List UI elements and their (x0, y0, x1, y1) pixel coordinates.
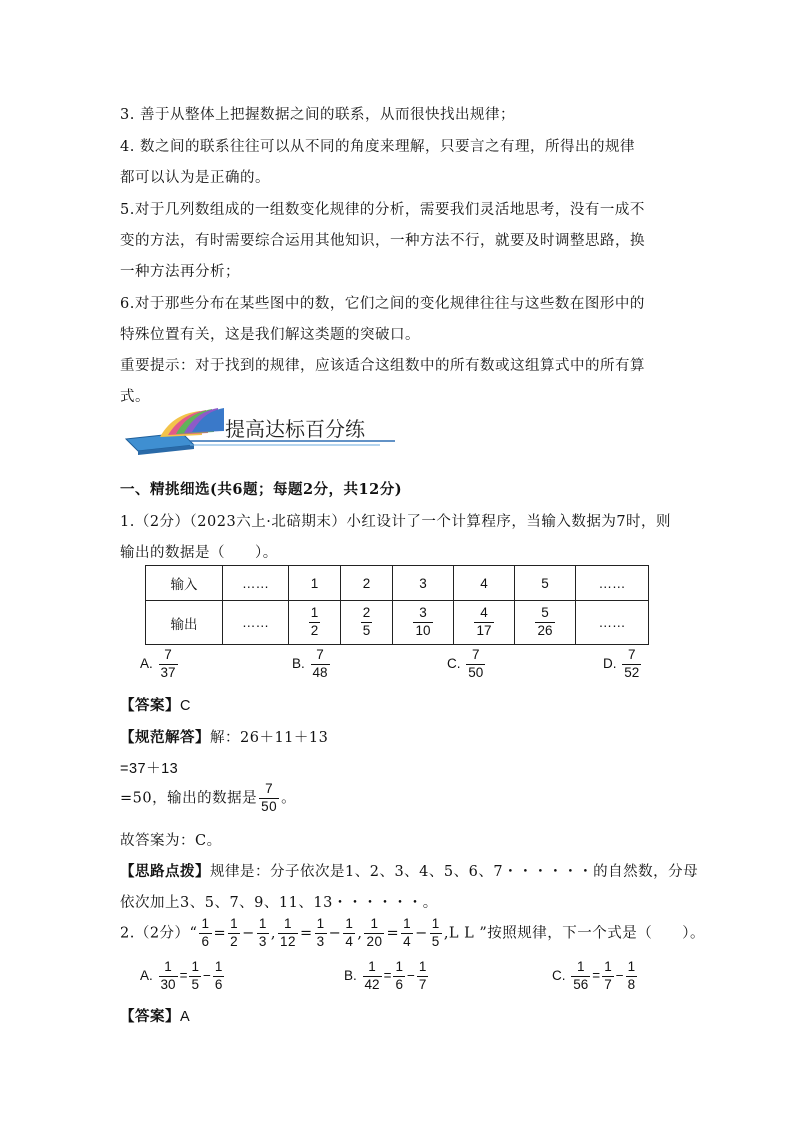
q2-option-b[interactable]: B. $\frac{1}{42}$ = $\frac{1}{6}$ − $\frac{1}{7}$ (344, 959, 427, 992)
q1-option-d[interactable]: D. $\frac{7}{52}$ (603, 647, 640, 680)
fraction: $\frac{1}{20}$ (366, 916, 383, 949)
intro-line-6a: 6.对于那些分布在某些图中的数，它们之间的变化规律往往与这些数在图形中的 (120, 296, 645, 312)
intro-line-4b: 都可以认为是正确的。 (120, 170, 270, 186)
fraction: $\frac{3}{10}$ (415, 605, 431, 638)
tip-line-a: 重要提示：对于找到的规律，应该适合这组数中的所有数或这组算式中的所有算 (120, 358, 645, 374)
fraction: $\frac{1}{2}$ (310, 605, 319, 638)
q1-solution-2: =37＋13 (120, 761, 179, 777)
banner-title: 提高达标百分练 (225, 417, 365, 441)
q1-solution-1: 【规范解答】解：26＋11＋13 (120, 729, 329, 746)
fraction: $\frac{1}{56}$ (573, 959, 589, 992)
table-cell (341, 601, 393, 645)
fraction: $\frac{7}{48}$ (312, 647, 328, 680)
fraction: $\frac{1}{2}$ (230, 916, 239, 949)
table-cell-ellipsis: …… (223, 601, 289, 645)
table-row-input (146, 566, 649, 601)
q1-answer: 【答案】C (120, 697, 191, 714)
fraction: $\frac{1}{6}$ (201, 916, 210, 949)
q1-solution-4: 故答案为：C。 (120, 833, 222, 849)
table-cell (289, 601, 341, 645)
fraction: $\frac{1}{5}$ (191, 959, 199, 992)
table-cell-label: 输入 (146, 566, 223, 601)
fraction: $\frac{1}{3}$ (258, 916, 267, 949)
fraction: $\frac{1}{4}$ (345, 916, 354, 949)
fraction: $\frac{7}{52}$ (624, 647, 640, 680)
q2-stem: 2.（2分）“ $\frac{1}{6}$ = $\frac{1}{2}$ − $\frac{1}{3}$ , $\frac{1}{12}$ = $\frac{1}{3}$ − $\frac{1}{4}$ , $\frac{1}{20}$ = $\frac{1}{4}$ − $\frac{1}{5}$ ,L L ”按照规律，下一个式是（ ）。 (120, 916, 706, 949)
intro-line-4a: 4. 数之间的联系往往可以从不同的角度来理解，只要言之有理，所得出的规律 (120, 139, 635, 155)
intro-line-5b: 变的方法，有时需要综合运用其他知识，一种方法不行，就要及时调整思路，换 (120, 233, 645, 249)
intro-line-6b: 特殊位置有关，这是我们解这类题的突破口。 (120, 327, 420, 343)
fraction: $\frac{1}{5}$ (431, 916, 440, 949)
section-banner (120, 405, 395, 455)
fraction: $\frac{7}{37}$ (160, 647, 176, 680)
table-cell (393, 601, 454, 645)
io-table (145, 565, 649, 645)
intro-line-3: 3. 善于从整体上把握数据之间的联系，从而很快找出规律； (120, 107, 515, 123)
q1-solution-3: =50，输出的数据是 $\frac{7}{50}$ 。 (120, 781, 297, 814)
fraction: $\frac{4}{17}$ (476, 605, 492, 638)
fraction: $\frac{1}{4}$ (403, 916, 412, 949)
fraction: $\frac{1}{7}$ (604, 959, 612, 992)
tip-line-b: 式。 (120, 389, 150, 405)
fraction: $\frac{1}{12}$ (279, 916, 296, 949)
table-cell (515, 601, 576, 645)
q2-answer: 【答案】A (120, 1008, 191, 1025)
section-heading: 一、精挑细选(共6题；每题2分，共12分) (120, 481, 403, 498)
q1-hint-b: 依次加上3、5、7、9、11、13・・・・・・。 (120, 895, 438, 911)
intro-line-5a: 5.对于几列数组成的一组数变化规律的分析，需要我们灵活地思考，没有一成不 (120, 202, 645, 218)
table-cell: 1 (289, 566, 341, 601)
table-cell: 5 (515, 566, 576, 601)
q1-option-c[interactable]: C. $\frac{7}{50}$ (447, 647, 484, 680)
fraction: $\frac{7}{50}$ (468, 647, 484, 680)
table-row-output (146, 601, 649, 645)
fraction: $\frac{1}{8}$ (627, 959, 636, 992)
intro-line-5c: 一种方法再分析； (120, 264, 240, 280)
table-cell-label: 输出 (146, 601, 223, 645)
table-cell-ellipsis: …… (576, 601, 649, 645)
table-cell: 3 (393, 566, 454, 601)
q1-option-a[interactable]: A. $\frac{7}{37}$ (140, 647, 176, 680)
table-cell-ellipsis: …… (576, 566, 649, 601)
fraction: $\frac{7}{50}$ (261, 781, 278, 814)
table-cell (454, 601, 515, 645)
fraction: $\frac{1}{6}$ (214, 959, 223, 992)
fraction: $\frac{1}{7}$ (418, 959, 427, 992)
table-cell: 4 (454, 566, 515, 601)
fraction: $\frac{5}{26}$ (537, 605, 553, 638)
q1-stem-a: 1.（2分）（2023六上·北碚期末）小红设计了一个计算程序，当输入数据为7时，则 (120, 514, 672, 530)
table-cell-ellipsis: …… (223, 566, 289, 601)
fraction: $\frac{1}{30}$ (160, 959, 176, 992)
fraction: $\frac{1}{42}$ (364, 959, 380, 992)
q1-stem-b: 输出的数据是（ ）。 (120, 545, 278, 561)
q1-option-b[interactable]: B. $\frac{7}{48}$ (292, 647, 328, 680)
q1-hint-a: 【思路点拨】规律是：分子依次是1、2、3、4、5、6、7・・・・・・的自然数，分母 (120, 863, 699, 880)
fraction: $\frac{2}{5}$ (362, 605, 371, 638)
q2-option-a[interactable]: A. $\frac{1}{30}$ = $\frac{1}{5}$ − $\frac{1}{6}$ (140, 959, 223, 992)
q2-option-c[interactable]: C. $\frac{1}{56}$ = $\frac{1}{7}$ − $\frac{1}{8}$ (552, 959, 636, 992)
fraction: $\frac{1}{3}$ (316, 916, 325, 949)
table-cell: 2 (341, 566, 393, 601)
fraction: $\frac{1}{6}$ (395, 959, 403, 992)
